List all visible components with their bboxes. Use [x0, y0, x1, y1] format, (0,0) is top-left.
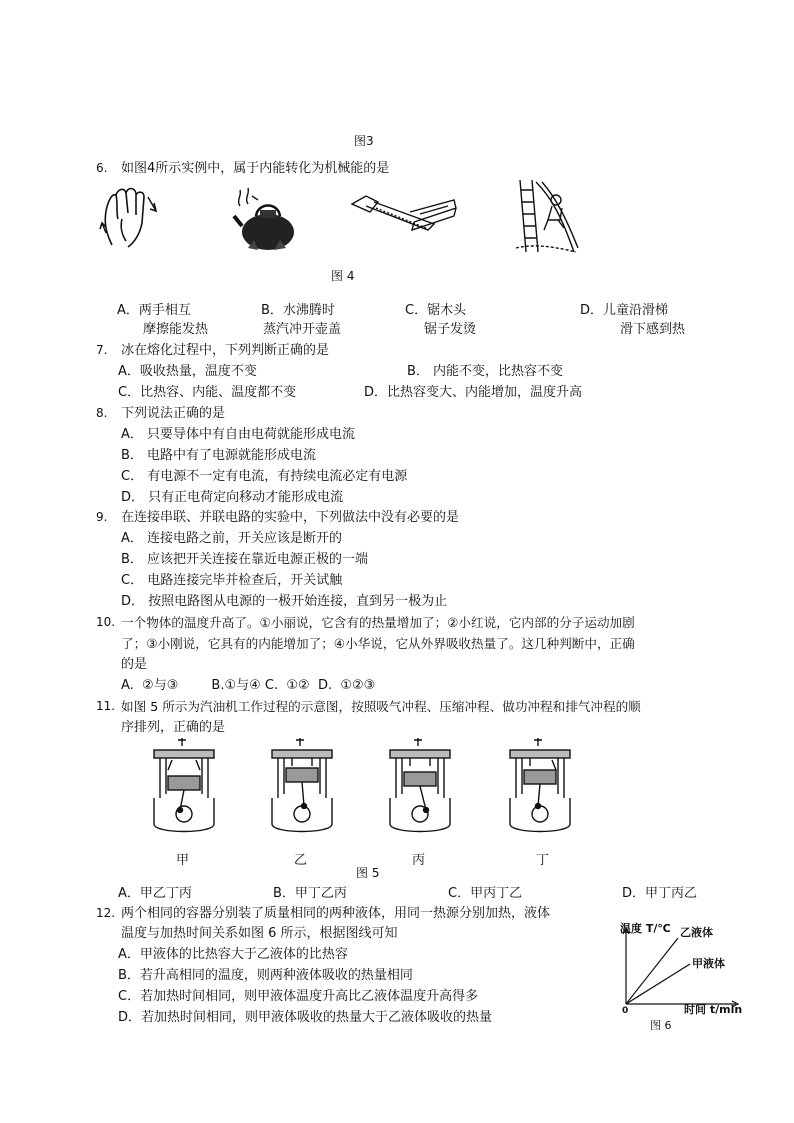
question-10-number: 10.	[96, 615, 116, 629]
engine-diagram-yi	[270, 736, 334, 836]
figure-3-caption: 图3	[354, 134, 374, 148]
engine-label-jia: 甲	[176, 853, 190, 868]
engine-diagram-jia	[152, 736, 216, 836]
figure-5-caption: 图 5	[356, 866, 380, 880]
question-10-line-3: 的是	[121, 657, 148, 672]
question-8-stem: 下列说法正确的是	[121, 406, 226, 421]
question-9-stem: 在连接串联、并联电路的实验中，下列做法中没有必要的是	[121, 510, 460, 525]
question-10-options: A. ②与③ B.①与④ C. ①② D. ①②③	[121, 678, 376, 693]
question-11-option-d: D．甲丁丙乙	[622, 886, 698, 901]
graph-line-jia-label: 甲液体	[692, 957, 725, 970]
graph-line-yi-label: 乙液体	[680, 926, 713, 939]
question-9-option-a: A． 连接电路之前，开关应该是断开的	[121, 531, 343, 546]
rubbing-hands-image	[98, 183, 168, 251]
graph-x-axis-label: 时间 t/min	[684, 1003, 743, 1016]
question-6-stem: 如图4所示实例中，属于内能转化为机械能的是	[121, 161, 390, 176]
child-on-slide-image	[512, 178, 578, 254]
question-12-option-c: C．若加热时间相同，则甲液体温度升高比乙液体温度升高得多	[118, 989, 479, 1004]
question-6-number: 6.	[96, 161, 108, 175]
question-6-option-d: D．儿童沿滑梯	[580, 303, 669, 318]
engine-diagram-ding	[508, 736, 572, 836]
question-11-line-2: 序排列，正确的是	[121, 720, 226, 735]
question-8-option-d: D． 只有正电荷定向移动才能形成电流	[121, 490, 344, 505]
question-8-option-a: A． 只要导体中有自由电荷就能形成电流	[121, 427, 356, 442]
question-7-option-a: A．吸收热量，温度不变	[118, 364, 257, 379]
question-9-option-b: B． 应该把开关连接在靠近电源正极的一端	[121, 552, 369, 567]
question-10-line-2: 了；③小刚说，它具有的内能增加了；④小华说，它从外界吸收热量了。这几种判断中，正确	[121, 636, 635, 651]
engine-label-bing: 丙	[412, 853, 426, 868]
question-7-number: 7.	[96, 343, 108, 357]
question-11-number: 11.	[96, 699, 116, 713]
question-8-option-c: C． 有电源不一定有电流，有持续电流必定有电源	[121, 469, 408, 484]
question-9-number: 9.	[96, 510, 108, 524]
question-10-line-1: 一个物体的温度升高了。①小丽说，它含有的热量增加了；②小红说，它内部的分子运动加剧	[121, 615, 635, 630]
question-6-option-a-cont: 摩擦能发热	[143, 322, 209, 337]
boiling-kettle-image	[228, 186, 298, 254]
question-12-number: 12.	[96, 906, 116, 920]
question-6-option-a: A．两手相互	[117, 303, 191, 318]
figure-6-caption: 图 6	[650, 1019, 672, 1032]
question-9-option-c: C． 电路连接完毕并检查后，开关试触	[121, 573, 343, 588]
graph-origin-label: 0	[622, 1006, 629, 1016]
question-11-option-a: A．甲乙丁丙	[118, 886, 192, 901]
engine-label-ding: 丁	[536, 853, 550, 868]
question-11-option-c: C．甲丙丁乙	[448, 886, 523, 901]
question-11-option-b: B．甲丁乙丙	[273, 886, 347, 901]
question-7-option-d: D．比热容变大、内能增加，温度升高	[364, 385, 583, 400]
figure-4-caption: 图 4	[331, 269, 355, 283]
question-12-line-1: 两个相同的容器分别装了质量相同的两种液体，用同一热源分别加热，液体	[121, 906, 551, 921]
question-11-line-1: 如图 5 所示为汽油机工作过程的示意图，按照吸气冲程、压缩冲程、做功冲程和排气冲程的顺	[121, 699, 641, 714]
graph-y-axis-label: 温度 T/℃	[620, 922, 671, 935]
question-7-stem: 冰在熔化过程中，下列判断正确的是	[121, 343, 330, 358]
question-9-option-d: D． 按照电路图从电源的一极开始连接，直到另一极为止	[121, 594, 448, 609]
question-12-option-b: B．若升高相同的温度，则两种液体吸收的热量相同	[118, 968, 413, 983]
question-12-option-d: D．若加热时间相同，则甲液体吸收的热量大于乙液体吸收的热量	[118, 1010, 493, 1025]
question-6-option-b-cont: 蒸汽冲开壶盖	[263, 322, 342, 337]
question-6-option-b: B．水沸腾时	[261, 303, 335, 318]
question-8-option-b: B． 电路中有了电源就能形成电流	[121, 448, 317, 463]
sawing-wood-image	[350, 190, 460, 238]
line-jia-liquid	[626, 964, 690, 1004]
question-7-option-b: B． 内能不变，比热容不变	[407, 364, 564, 379]
engine-label-yi: 乙	[294, 853, 308, 868]
engine-diagram-bing	[388, 736, 452, 836]
question-6-option-c-cont: 锯子发烫	[424, 322, 477, 337]
question-8-number: 8.	[96, 406, 108, 420]
question-12-option-a: A．甲液体的比热容大于乙液体的比热容	[118, 947, 348, 962]
question-7-option-c: C．比热容、内能、温度都不变	[118, 385, 297, 400]
question-6-option-d-cont: 滑下感到热	[620, 322, 686, 337]
line-yi-liquid	[626, 938, 678, 1004]
question-6-option-c: C．锯木头	[405, 303, 467, 318]
question-12-line-2: 温度与加热时间关系如图 6 所示，根据图线可知	[121, 926, 398, 941]
